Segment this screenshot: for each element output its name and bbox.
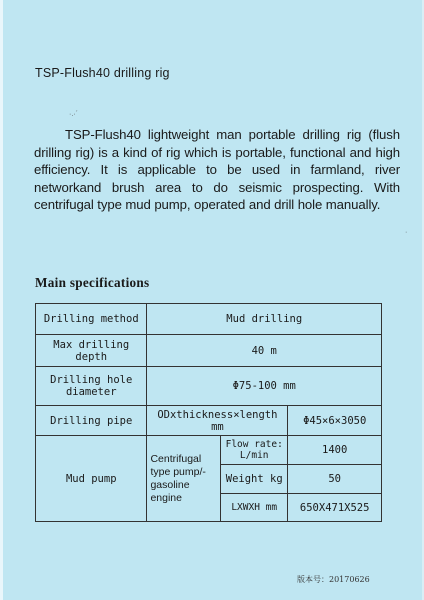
spec-label: Max drilling depth — [36, 335, 147, 367]
table-row — [36, 436, 382, 465]
spec-value: 1400 — [288, 436, 382, 465]
scan-speck: ·.·´ — [69, 111, 78, 118]
table-row — [36, 304, 382, 335]
specifications-table — [35, 303, 382, 522]
table-row — [36, 406, 382, 436]
pump-type: Centrifugal type pump/-gasoline engine — [147, 436, 221, 522]
scan-speck: · — [405, 229, 408, 236]
table-row — [36, 335, 382, 367]
spec-key: Flow rate: L/min — [221, 436, 288, 465]
table-row — [36, 367, 382, 406]
spec-value: Φ75-100 mm — [147, 367, 382, 406]
section-heading: Main specifications — [35, 275, 150, 290]
spec-value: 650X471X525 — [288, 494, 382, 522]
description-paragraph: TSP-Flush40 lightweight man portable drilling rig (flush drilling rig) is a kind of rig which is portable, functional and high efficiency. It is applicable to be used in farmland, river networkand brush area to do seismic prospecting. With centrifugal type mud pump, operated and drill hole manually. — [34, 127, 400, 213]
spec-label-line: Drilling hole — [50, 374, 133, 386]
spec-key: LXWXH mm — [221, 494, 288, 522]
spec-label: Drilling method — [36, 304, 147, 335]
version-footer: 版本号：20170626 — [297, 575, 370, 584]
spec-key: Weight kg — [221, 465, 288, 494]
spec-label: Mud pump — [36, 436, 147, 522]
spec-label: Drilling pipe — [36, 406, 147, 436]
document-title: TSP-Flush40 drilling rig — [35, 66, 170, 80]
spec-label-line: diameter — [65, 386, 117, 398]
spec-value: Mud drilling — [147, 304, 382, 335]
spec-label — [36, 367, 147, 406]
spec-value: 40 m — [147, 335, 382, 367]
spec-key: ODxthickness×length mm — [147, 406, 288, 436]
spec-value: 50 — [288, 465, 382, 494]
spec-value: Φ45×6×3050 — [288, 406, 382, 436]
